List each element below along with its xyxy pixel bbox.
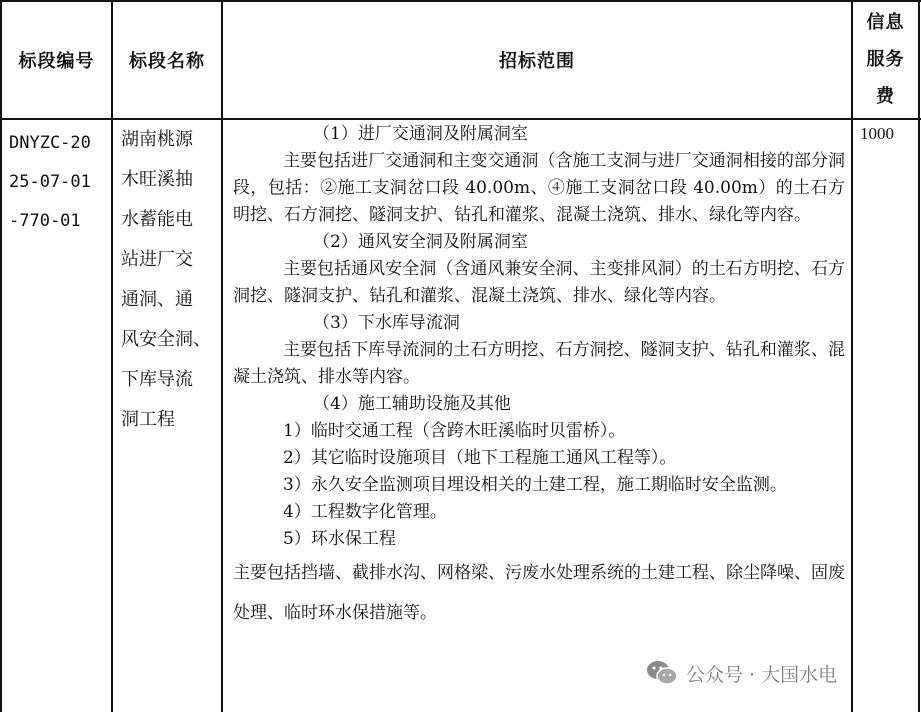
- section-code-line: DNYZC-20: [9, 133, 91, 153]
- section-code-cell: [9, 124, 91, 241]
- header-fee-line: 服务: [866, 49, 905, 70]
- header-fee: [853, 0, 918, 119]
- scope-paragraph: 主要包括下库导流洞的土石方明挖、石方洞挖、隧洞支护、钻孔和灌浆、混凝土浇筑、排水等内容。: [233, 340, 845, 387]
- scope-cell: [233, 121, 845, 633]
- scope-subheading: （1）进厂交通洞及附属洞室: [313, 124, 528, 144]
- section-name-line: 湖南桃源: [121, 129, 193, 150]
- scope-list-item: 4）工程数字化管理。: [283, 502, 447, 522]
- scope-subheading: （3）下水库导流洞: [313, 313, 460, 333]
- watermark-text: 公众号 · 大国水电: [686, 663, 838, 686]
- watermark: [646, 659, 837, 687]
- section-name-line: 木旺溪抽: [121, 169, 193, 190]
- section-code-line: 25-07-01: [9, 172, 91, 192]
- header-section-code-label: 标段编号: [18, 50, 95, 72]
- scope-paragraph: 主要包括通风安全洞（含通风兼安全洞、主变排风洞）的土石方明挖、石方洞挖、隧洞支护、钻孔和灌浆、混凝土浇筑、排水、绿化等内容。: [233, 259, 845, 306]
- header-scope: [223, 0, 851, 119]
- scope-paragraph: 主要包括进厂交通洞和主变交通洞（含施工支洞与进厂交通洞相接的部分洞段，包括：②施工支洞岔口段 40.00m、④施工支洞岔口段 40.00m）的土石方明挖、石方洞挖、隧洞支护、钻孔和灌浆、混凝土浇筑、排水、绿化等内容。: [233, 151, 845, 225]
- section-code-line: -770-01: [9, 211, 81, 231]
- section-name-line: 洞工程: [121, 409, 175, 430]
- header-section-code: [2, 0, 111, 119]
- wechat-icon: [646, 659, 678, 687]
- scope-list-item: 2）其它临时设施项目（地下工程施工通风工程等）。: [283, 448, 677, 468]
- section-name-line: 水蓄能电: [121, 209, 193, 230]
- table-border-right: [918, 0, 920, 712]
- section-name-cell: [121, 120, 211, 440]
- section-name-line: 站进厂交: [121, 249, 193, 270]
- scope-list-item: 3）永久安全监测项目埋设相关的土建工程，施工期临时安全监测。: [283, 475, 787, 495]
- section-name-line: 下库导流: [121, 369, 193, 390]
- header-fee-line: 费: [876, 86, 895, 107]
- scope-list-item: 5）环水保工程: [283, 529, 396, 549]
- scope-subheading: （4）施工辅助设施及其他: [313, 394, 511, 414]
- fee-value: 1000: [860, 124, 894, 143]
- scope-subheading: （2）通风安全洞及附属洞室: [313, 232, 528, 252]
- section-name-line: 通洞、通: [121, 289, 193, 310]
- header-section-name-label: 标段名称: [129, 50, 205, 72]
- header-scope-label: 招标范围: [499, 50, 575, 72]
- header-fee-line: 信息: [866, 12, 905, 33]
- scope-paragraph: 主要包括挡墙、截排水沟、网格梁、污废水处理系统的土建工程、除尘降噪、固废处理、临时环水保措施等。: [233, 563, 845, 623]
- header-section-name: [113, 0, 221, 119]
- scope-list-item: 1）临时交通工程（含跨木旺溪临时贝雷桥）。: [283, 421, 626, 441]
- section-name-line: 风安全洞、: [121, 329, 211, 350]
